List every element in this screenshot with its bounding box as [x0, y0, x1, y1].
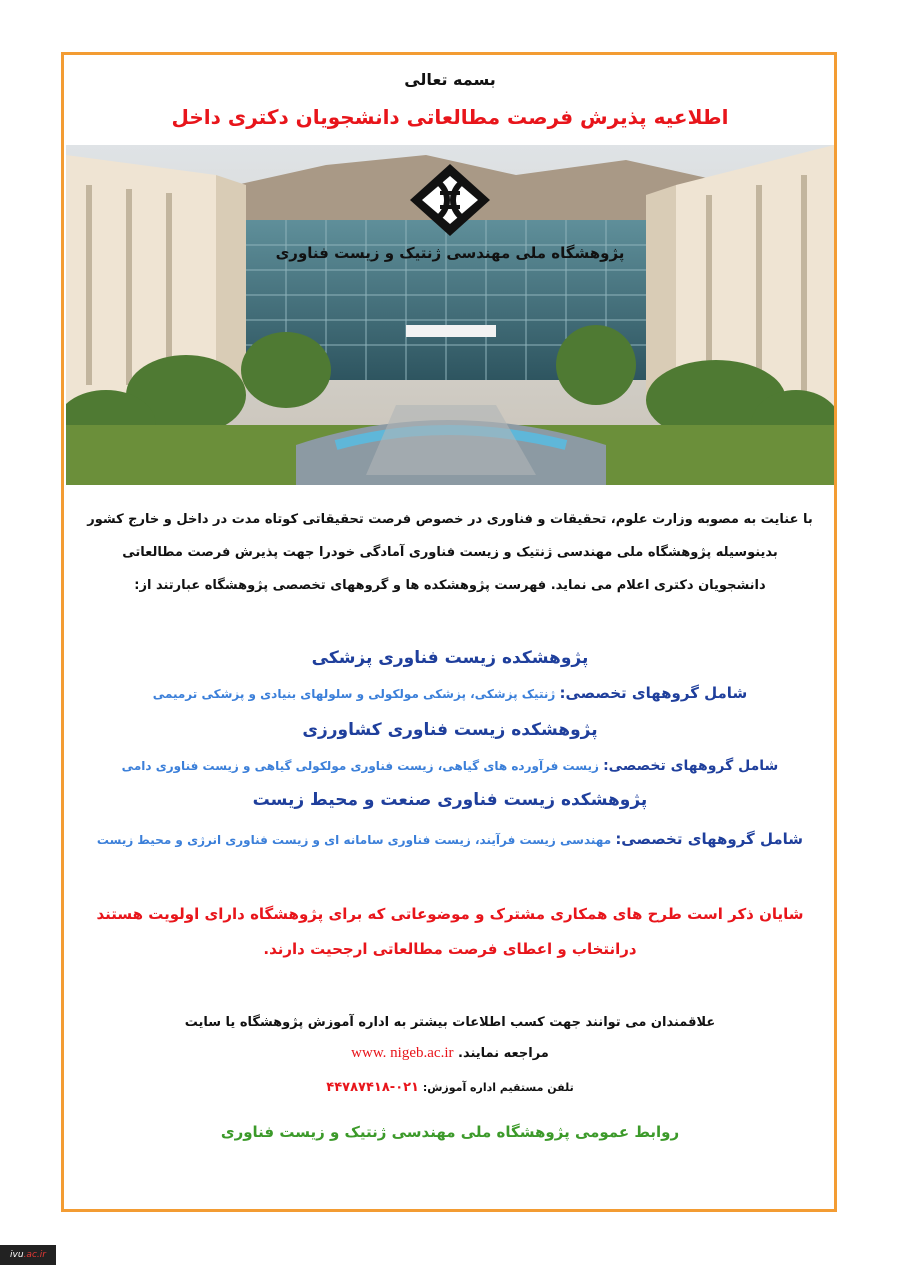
public-relations-signature: روابط عمومی پژوهشگاه ملی مهندسی ژنتیک و زیست فناوری [220, 1123, 680, 1141]
priority-note-line-2: درانتخاب و اعطای فرصت مطالعاتی ارجحیت دارند. [263, 940, 637, 958]
basmala: بسمه تعالی [404, 70, 496, 89]
institute-title-medical: پژوهشکده زیست فناوری پزشکی [311, 648, 589, 668]
groups-label: شامل گروههای تخصصی: [559, 684, 748, 702]
watermark-brand: ivu [10, 1250, 24, 1260]
refer-text: مراجعه نمایند. [458, 1046, 549, 1061]
ivu-watermark [0, 1245, 56, 1265]
intro-line-1: با عنایت به مصوبه وزارت علوم، تحقیقات و فناوری در خصوص فرصت تحقیقاتی کوتاه مدت در داخل و خارج کشور [87, 512, 813, 527]
phone-label: تلفن مستقیم اداره آموزش: [422, 1081, 574, 1094]
institute-title-industry: پژوهشکده زیست فناوری صنعت و محیط زیست [252, 790, 648, 810]
institute-logo [400, 160, 500, 240]
groups-label: شامل گروههای تخصصی: [615, 830, 804, 848]
watermark-suffix: .ac.ir [23, 1250, 46, 1260]
groups-list: مهندسی زیست فرآیند، زیست فناوری سامانه ای و زیست فناوری انرژی و محیط زیست [96, 833, 612, 847]
groups-list: ژنتیک پزشکی، پزشکی مولکولی و سلولهای بنیادی و پزشکی ترمیمی [152, 687, 556, 701]
contact-line-1: علاقمندان می توانند جهت کسب اطلاعات بیشتر به اداره آموزش پژوهشگاه یا سایت [184, 1015, 716, 1030]
contact-line-2 [150, 1045, 750, 1062]
announcement-title: اطلاعیه پذیرش فرصت مطالعاتی دانشجویان دکتری داخل [171, 105, 729, 129]
phone-line [150, 1080, 750, 1095]
institute-caption: پژوهشگاه ملی مهندسی ژنتیک و زیست فناوری [275, 244, 625, 262]
institute-groups-industry [66, 830, 834, 848]
intro-line-3: دانشجویان دکتری اعلام می نماید. فهرست پژوهشکده ها و گروههای تخصصی پژوهشگاه عبارتند از: [134, 578, 766, 593]
groups-label: شامل گروههای تخصصی: [603, 758, 779, 774]
intro-line-2: بدینوسیله پژوهشگاه ملی مهندسی ژنتیک و زیست فناوری آمادگی خودرا جهت پذیرش فرصت مطالعاتی [122, 545, 778, 560]
institute-groups-medical [66, 684, 834, 702]
website-link[interactable]: www. nigeb.ac.ir [351, 1045, 454, 1061]
institute-title-agriculture: پژوهشکده زیست فناوری کشاورزی [302, 720, 598, 740]
institute-groups-agriculture [66, 758, 834, 774]
phone-number[interactable]: ۰۲۱-۴۴۷۸۷۴۱۸ [326, 1080, 419, 1095]
priority-note-line-1: شایان ذکر است طرح های همکاری مشترک و موضوعاتی که برای پژوهشگاه دارای اولویت هستند [96, 905, 804, 923]
groups-list: زیست فرآورده های گیاهی، زیست فناوری مولکولی گیاهی و زیست فناوری دامی [121, 759, 599, 773]
